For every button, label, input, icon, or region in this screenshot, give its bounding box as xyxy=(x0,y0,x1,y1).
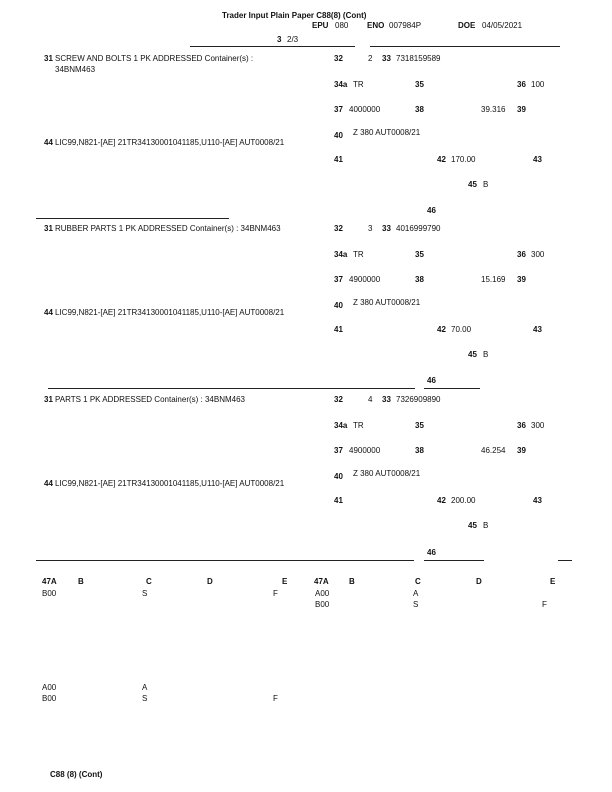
header-divider-right xyxy=(370,46,560,47)
item-divider-mid xyxy=(424,560,484,561)
tax-rate: A xyxy=(413,589,419,598)
field-36-value: 300 xyxy=(531,421,545,430)
item-divider-right xyxy=(558,560,572,561)
field-34a-label: 34a xyxy=(334,80,348,89)
commodity-code: 7326909890 xyxy=(396,395,441,404)
field-37-value: 4900000 xyxy=(349,275,381,284)
field-46-label: 46 xyxy=(427,376,436,385)
item-number: 3 xyxy=(368,224,373,233)
previous-document: Z 380 AUT0008/21 xyxy=(353,469,421,478)
field-39-label: 39 xyxy=(517,105,526,114)
tax-header-d: D xyxy=(476,577,482,586)
field-36-label: 36 xyxy=(517,80,526,89)
tax-mop: F xyxy=(273,694,278,703)
field-44-label: 44 xyxy=(44,308,53,317)
tax-rate: A xyxy=(142,683,148,692)
item-price: 200.00 xyxy=(451,496,476,505)
header-divider xyxy=(190,46,355,47)
goods-description: RUBBER PARTS 1 PK ADDRESSED Container(s) : 34BNM463 xyxy=(55,224,281,233)
field-34a-value: TR xyxy=(353,421,364,430)
field-34a-value: TR xyxy=(353,80,364,89)
field-43-label: 43 xyxy=(533,155,542,164)
field-37-label: 37 xyxy=(334,105,343,114)
field-45-label: 45 xyxy=(468,180,477,189)
field-37-label: 37 xyxy=(334,446,343,455)
field-45-label: 45 xyxy=(468,350,477,359)
tax-header-d: D xyxy=(207,577,213,586)
field-41-label: 41 xyxy=(334,325,343,334)
field-40-label: 40 xyxy=(334,131,343,140)
field-36-label: 36 xyxy=(517,421,526,430)
field-36-value: 300 xyxy=(531,250,545,259)
tax-type: A00 xyxy=(42,683,57,692)
additional-info: LIC99,N821-[AE] 21TR34130001041185,U110-[AE] AUT0008/21 xyxy=(55,479,285,488)
field-40-label: 40 xyxy=(334,472,343,481)
field-31-label: 31 xyxy=(44,224,53,233)
epu-value: 080 xyxy=(335,21,349,30)
commodity-code: 4016999790 xyxy=(396,224,441,233)
field-46-label: 46 xyxy=(427,206,436,215)
field-32-label: 32 xyxy=(334,224,343,233)
field-38-label: 38 xyxy=(415,446,424,455)
eno-label: ENO xyxy=(367,21,385,30)
form-title: Trader Input Plain Paper C88(8) (Cont) xyxy=(222,11,367,20)
page-total: 2/3 xyxy=(287,35,299,44)
field-38-label: 38 xyxy=(415,275,424,284)
field-31-label: 31 xyxy=(44,395,53,404)
doe-value: 04/05/2021 xyxy=(482,21,523,30)
form-footer: C88 (8) (Cont) xyxy=(50,770,103,779)
tax-header-47a: 47A xyxy=(42,577,57,586)
epu-label: EPU xyxy=(312,21,329,30)
goods-description: PARTS 1 PK ADDRESSED Container(s) : 34BNM463 xyxy=(55,395,245,404)
field-32-label: 32 xyxy=(334,395,343,404)
field-32-label: 32 xyxy=(334,54,343,63)
tax-header-c: C xyxy=(146,577,152,586)
field-33-label: 33 xyxy=(382,224,391,233)
net-mass: 39.316 xyxy=(481,105,506,114)
field-35-label: 35 xyxy=(415,250,424,259)
item-divider-right xyxy=(424,388,480,389)
field-46-label: 46 xyxy=(427,548,436,557)
field-34a-label: 34a xyxy=(334,421,348,430)
field-45-label: 45 xyxy=(468,521,477,530)
field-45-value: B xyxy=(483,180,489,189)
additional-info: LIC99,N821-[AE] 21TR34130001041185,U110-[AE] AUT0008/21 xyxy=(55,138,285,147)
goods-description: SCREW AND BOLTS 1 PK ADDRESSED Container(s) : xyxy=(55,54,254,63)
tax-type: B00 xyxy=(42,694,57,703)
field-43-label: 43 xyxy=(533,325,542,334)
field-41-label: 41 xyxy=(334,496,343,505)
item-number: 4 xyxy=(368,395,373,404)
item-number: 2 xyxy=(368,54,373,63)
field-33-label: 33 xyxy=(382,395,391,404)
field-43-label: 43 xyxy=(533,496,542,505)
tax-header-b: B xyxy=(78,577,84,586)
field-38-label: 38 xyxy=(415,105,424,114)
field-37-value: 4900000 xyxy=(349,446,381,455)
tax-mop: F xyxy=(273,589,278,598)
field-37-value: 4000000 xyxy=(349,105,381,114)
additional-info: LIC99,N821-[AE] 21TR34130001041185,U110-[AE] AUT0008/21 xyxy=(55,308,285,317)
field-36-label: 36 xyxy=(517,250,526,259)
tax-mop: F xyxy=(542,600,547,609)
item-divider xyxy=(48,388,415,389)
eno-value: 007984P xyxy=(389,21,422,30)
field-36-value: 100 xyxy=(531,80,545,89)
tax-type: A00 xyxy=(315,589,330,598)
field-35-label: 35 xyxy=(415,421,424,430)
tax-header-c: C xyxy=(415,577,421,586)
tax-type: B00 xyxy=(315,600,330,609)
item-price: 170.00 xyxy=(451,155,476,164)
tax-rate: S xyxy=(142,694,148,703)
tax-header-b: B xyxy=(349,577,355,586)
net-mass: 46.254 xyxy=(481,446,506,455)
tax-header-e: E xyxy=(550,577,556,586)
field-34a-value: TR xyxy=(353,250,364,259)
previous-document: Z 380 AUT0008/21 xyxy=(353,298,421,307)
field-42-label: 42 xyxy=(437,155,446,164)
tax-header-e: E xyxy=(282,577,288,586)
commodity-code: 7318159589 xyxy=(396,54,441,63)
item-price: 70.00 xyxy=(451,325,472,334)
tax-rate: S xyxy=(413,600,419,609)
field-45-value: B xyxy=(483,521,489,530)
tax-type: B00 xyxy=(42,589,57,598)
field-37-label: 37 xyxy=(334,275,343,284)
field-45-value: B xyxy=(483,350,489,359)
field-40-label: 40 xyxy=(334,301,343,310)
field-41-label: 41 xyxy=(334,155,343,164)
field-39-label: 39 xyxy=(517,275,526,284)
field-34a-label: 34a xyxy=(334,250,348,259)
net-mass: 15.169 xyxy=(481,275,506,284)
field-39-label: 39 xyxy=(517,446,526,455)
field-33-label: 33 xyxy=(382,54,391,63)
tax-rate: S xyxy=(142,589,148,598)
tax-header-47a: 47A xyxy=(314,577,329,586)
field-44-label: 44 xyxy=(44,138,53,147)
page-number: 3 xyxy=(277,35,282,44)
previous-document: Z 380 AUT0008/21 xyxy=(353,128,421,137)
doe-label: DOE xyxy=(458,21,476,30)
field-35-label: 35 xyxy=(415,80,424,89)
container-id: 34BNM463 xyxy=(55,65,96,74)
field-42-label: 42 xyxy=(437,496,446,505)
item-divider xyxy=(36,218,229,219)
field-31-label: 31 xyxy=(44,54,53,63)
field-44-label: 44 xyxy=(44,479,53,488)
field-42-label: 42 xyxy=(437,325,446,334)
item-divider xyxy=(36,560,414,561)
